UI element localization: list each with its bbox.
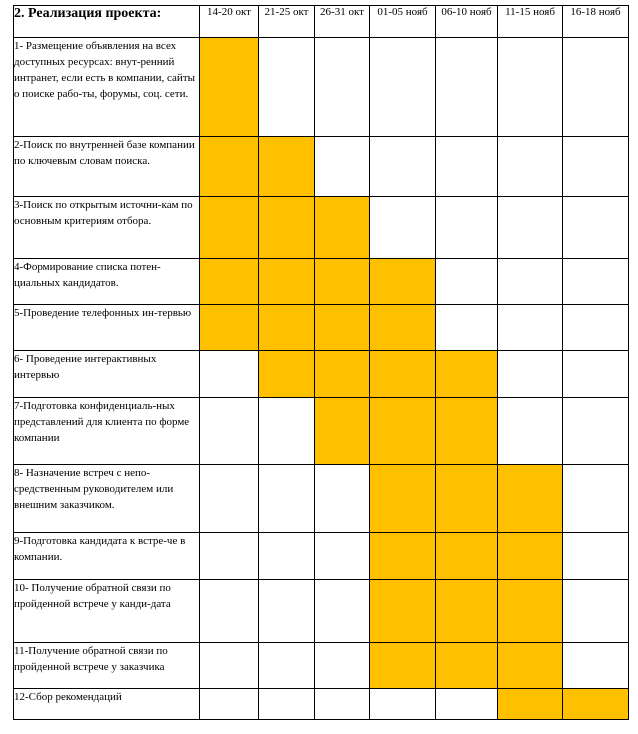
schedule-cell-empty	[259, 533, 315, 580]
week-header: 01-05 нояб	[370, 6, 436, 38]
schedule-cell-empty	[200, 465, 259, 533]
task-label: 12-Сбор рекомендаций	[14, 689, 200, 720]
schedule-cell-empty	[563, 643, 629, 689]
schedule-cell-filled	[370, 580, 436, 643]
schedule-cell-empty	[563, 351, 629, 398]
schedule-cell-empty	[259, 689, 315, 720]
schedule-cell-empty	[563, 137, 629, 197]
schedule-cell-filled	[259, 351, 315, 398]
schedule-cell-filled	[315, 398, 370, 465]
schedule-cell-filled	[200, 305, 259, 351]
schedule-cell-empty	[259, 580, 315, 643]
task-row	[14, 351, 629, 398]
task-label: 3-Поиск по открытым источни-кам по основным критериям отбора.	[14, 197, 200, 259]
schedule-cell-empty	[563, 465, 629, 533]
schedule-cell-empty	[563, 398, 629, 465]
task-row	[14, 533, 629, 580]
task-label: 10- Получение обратной связи по пройденной встрече у канди-дата	[14, 580, 200, 643]
task-label: 9-Подготовка кандидата к встре-че в компании.	[14, 533, 200, 580]
schedule-cell-filled	[498, 689, 563, 720]
schedule-cell-filled	[315, 259, 370, 305]
schedule-cell-filled	[259, 305, 315, 351]
schedule-cell-empty	[563, 197, 629, 259]
schedule-cell-empty	[498, 398, 563, 465]
schedule-cell-filled	[259, 259, 315, 305]
schedule-cell-empty	[200, 351, 259, 398]
schedule-cell-empty	[370, 689, 436, 720]
task-label: 2-Поиск по внутренней базе компании по ключевым словам поиска.	[14, 137, 200, 197]
schedule-cell-empty	[200, 689, 259, 720]
project-schedule-table	[13, 5, 629, 720]
schedule-cell-filled	[498, 533, 563, 580]
schedule-cell-empty	[498, 259, 563, 305]
schedule-cell-empty	[315, 689, 370, 720]
task-row	[14, 305, 629, 351]
schedule-cell-filled	[436, 643, 498, 689]
schedule-cell-filled	[498, 580, 563, 643]
schedule-cell-empty	[498, 351, 563, 398]
task-row	[14, 465, 629, 533]
schedule-cell-filled	[370, 351, 436, 398]
schedule-cell-empty	[200, 580, 259, 643]
schedule-cell-empty	[498, 197, 563, 259]
week-header: 14-20 окт	[200, 6, 259, 38]
schedule-cell-empty	[200, 533, 259, 580]
task-label: 11-Получение обратной связи по пройденной встрече у заказчика	[14, 643, 200, 689]
schedule-cell-empty	[370, 137, 436, 197]
schedule-cell-filled	[200, 137, 259, 197]
task-row	[14, 137, 629, 197]
schedule-cell-empty	[315, 643, 370, 689]
week-header: 26-31 окт	[315, 6, 370, 38]
week-header: 06-10 нояб	[436, 6, 498, 38]
schedule-cell-empty	[563, 580, 629, 643]
schedule-cell-filled	[200, 38, 259, 137]
header-row	[14, 6, 629, 38]
schedule-cell-empty	[436, 197, 498, 259]
schedule-cell-filled	[259, 197, 315, 259]
schedule-cell-empty	[563, 533, 629, 580]
schedule-cell-empty	[498, 305, 563, 351]
schedule-cell-empty	[315, 137, 370, 197]
schedule-cell-empty	[370, 197, 436, 259]
schedule-cell-empty	[436, 38, 498, 137]
task-row	[14, 398, 629, 465]
schedule-cell-empty	[370, 38, 436, 137]
schedule-cell-filled	[370, 465, 436, 533]
task-row	[14, 38, 629, 137]
schedule-cell-filled	[200, 259, 259, 305]
week-header: 16-18 нояб	[563, 6, 629, 38]
schedule-cell-filled	[259, 137, 315, 197]
schedule-cell-empty	[315, 533, 370, 580]
week-header: 11-15 нояб	[498, 6, 563, 38]
schedule-cell-empty	[498, 137, 563, 197]
schedule-cell-empty	[436, 137, 498, 197]
schedule-cell-empty	[259, 38, 315, 137]
task-rows	[14, 38, 629, 720]
task-label: 8- Назначение встреч с непо-средственным руководителем или внешним заказчиком.	[14, 465, 200, 533]
schedule-cell-empty	[259, 643, 315, 689]
schedule-cell-empty	[315, 38, 370, 137]
schedule-cell-empty	[563, 259, 629, 305]
schedule-cell-empty	[436, 689, 498, 720]
schedule-cell-filled	[315, 197, 370, 259]
schedule-cell-empty	[563, 305, 629, 351]
task-label: 1- Размещение объявления на всех доступных ресурсах: внут-ренний интранет, если есть в компании, сайты о поиске рабо-ты, форумы, соц. сети.	[14, 38, 200, 137]
task-row	[14, 580, 629, 643]
task-label: 5-Проведение телефонных ин-тервью	[14, 305, 200, 351]
task-label: 6- Проведение интерактивных интервью	[14, 351, 200, 398]
schedule-cell-empty	[498, 38, 563, 137]
schedule-cell-filled	[436, 580, 498, 643]
schedule-cell-filled	[370, 643, 436, 689]
schedule-cell-filled	[200, 197, 259, 259]
schedule-cell-empty	[200, 398, 259, 465]
schedule-cell-filled	[436, 465, 498, 533]
schedule-cell-empty	[315, 465, 370, 533]
schedule-cell-filled	[370, 533, 436, 580]
schedule-cell-filled	[315, 351, 370, 398]
week-header: 21-25 окт	[259, 6, 315, 38]
schedule-cell-filled	[436, 533, 498, 580]
schedule-cell-empty	[259, 398, 315, 465]
schedule-cell-filled	[498, 643, 563, 689]
schedule-cell-empty	[259, 465, 315, 533]
schedule-cell-filled	[370, 259, 436, 305]
task-row	[14, 689, 629, 720]
schedule-cell-empty	[200, 643, 259, 689]
schedule-cell-filled	[370, 398, 436, 465]
task-row	[14, 643, 629, 689]
schedule-cell-filled	[436, 398, 498, 465]
schedule-cell-empty	[436, 305, 498, 351]
schedule-cell-filled	[315, 305, 370, 351]
task-row	[14, 259, 629, 305]
schedule-cell-empty	[563, 38, 629, 137]
schedule-cell-empty	[436, 259, 498, 305]
schedule-cell-filled	[563, 689, 629, 720]
task-label: 7-Подготовка конфиденциаль-ных представлений для клиента по форме компании	[14, 398, 200, 465]
schedule-cell-filled	[436, 351, 498, 398]
task-label: 4-Формирование списка потен-циальных кандидатов.	[14, 259, 200, 305]
table-title: 2. Реализация проекта:	[14, 6, 200, 38]
task-row	[14, 197, 629, 259]
schedule-cell-empty	[315, 580, 370, 643]
schedule-cell-filled	[498, 465, 563, 533]
schedule-cell-filled	[370, 305, 436, 351]
